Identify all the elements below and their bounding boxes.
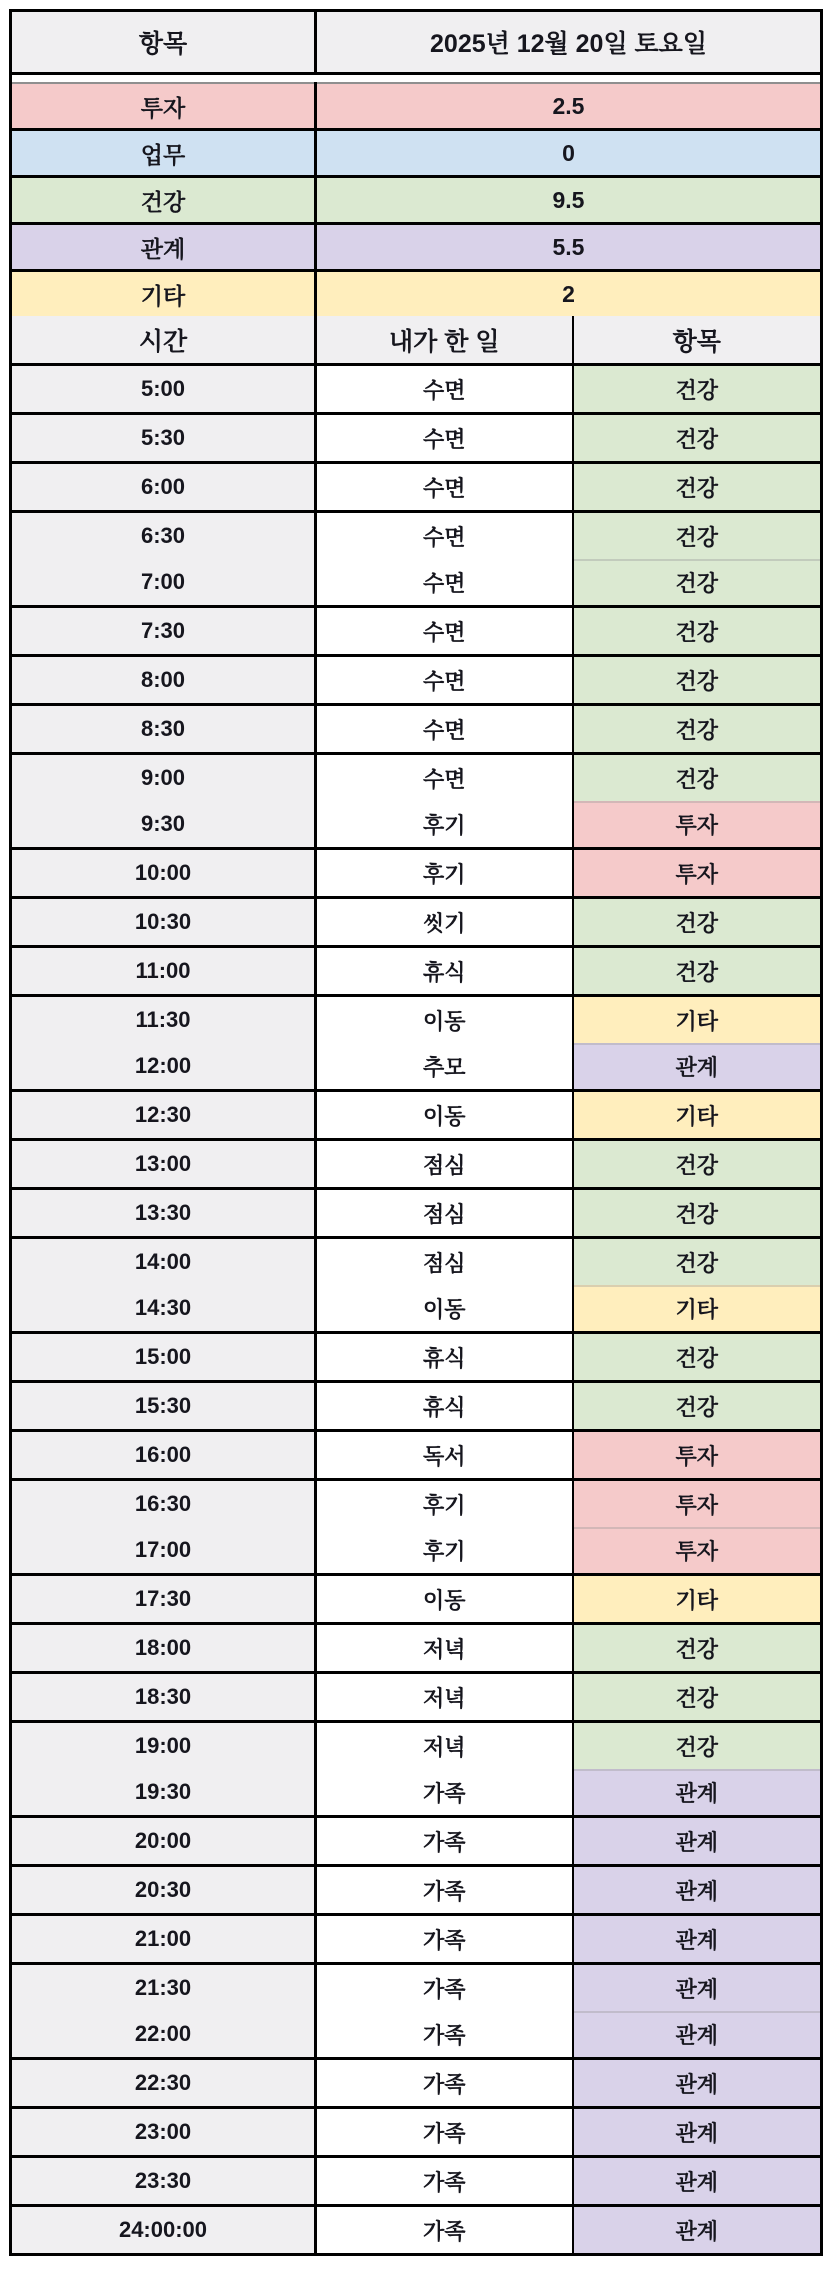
- category-column-header[interactable]: 항목: [573, 316, 822, 365]
- activity-cell[interactable]: 후기: [316, 801, 573, 849]
- time-cell[interactable]: 22:30: [11, 2059, 316, 2108]
- table-row: [11, 1140, 822, 1189]
- category-cell[interactable]: 건강: [573, 607, 822, 656]
- table-row: [11, 2157, 822, 2206]
- activity-cell[interactable]: 휴식: [316, 1333, 573, 1382]
- table-row: [11, 1673, 822, 1722]
- category-cell[interactable]: 건강: [573, 559, 822, 607]
- category-cell[interactable]: 기타: [573, 996, 822, 1044]
- time-cell[interactable]: 23:00: [11, 2108, 316, 2157]
- category-cell[interactable]: 관계: [573, 1915, 822, 1964]
- category-cell[interactable]: 건강: [573, 1673, 822, 1722]
- category-cell[interactable]: 관계: [573, 2206, 822, 2255]
- category-label-cell[interactable]: 투자: [11, 83, 316, 130]
- category-cell[interactable]: 관계: [573, 2011, 822, 2059]
- table-row: [11, 1382, 822, 1431]
- category-cell[interactable]: 건강: [573, 1189, 822, 1238]
- category-cell[interactable]: 기타: [573, 1285, 822, 1333]
- summary-row: [11, 271, 822, 317]
- activity-cell[interactable]: 가족: [316, 1817, 573, 1866]
- time-cell[interactable]: 21:00: [11, 1915, 316, 1964]
- time-cell[interactable]: 12:00: [11, 1043, 316, 1091]
- time-cell[interactable]: 18:00: [11, 1624, 316, 1673]
- category-label-cell[interactable]: 업무: [11, 130, 316, 177]
- category-cell[interactable]: 건강: [573, 1722, 822, 1770]
- category-label-cell[interactable]: 관계: [11, 224, 316, 271]
- table-row: [11, 1238, 822, 1286]
- time-cell[interactable]: 11:00: [11, 947, 316, 996]
- activity-cell[interactable]: 후기: [316, 849, 573, 898]
- activity-cell[interactable]: 휴식: [316, 1382, 573, 1431]
- daily-time-log-table: [9, 9, 823, 2256]
- table-row: [11, 1866, 822, 1915]
- category-cell[interactable]: 투자: [573, 1527, 822, 1575]
- category-cell[interactable]: 투자: [573, 849, 822, 898]
- activity-cell[interactable]: 가족: [316, 2011, 573, 2059]
- category-cell[interactable]: 관계: [573, 1769, 822, 1817]
- category-cell[interactable]: 건강: [573, 656, 822, 705]
- time-cell[interactable]: 22:00: [11, 2011, 316, 2059]
- table-row: [11, 656, 822, 705]
- category-cell[interactable]: 건강: [573, 463, 822, 512]
- table-row: [11, 11, 822, 74]
- activity-cell[interactable]: 수면: [316, 656, 573, 705]
- table-row: [11, 512, 822, 560]
- category-cell[interactable]: 관계: [573, 1866, 822, 1915]
- table-row: [11, 1333, 822, 1382]
- table-row: [11, 1915, 822, 1964]
- time-cell[interactable]: 23:30: [11, 2157, 316, 2206]
- activity-cell[interactable]: 수면: [316, 559, 573, 607]
- table-row: [11, 754, 822, 802]
- category-cell[interactable]: 건강: [573, 705, 822, 754]
- activity-cell[interactable]: 가족: [316, 1769, 573, 1817]
- activity-column-header[interactable]: 내가 한 일: [316, 316, 573, 365]
- activity-cell[interactable]: 이동: [316, 1091, 573, 1140]
- table-row: [11, 316, 822, 365]
- time-cell[interactable]: 12:30: [11, 1091, 316, 1140]
- activity-cell[interactable]: 수면: [316, 463, 573, 512]
- category-cell[interactable]: 기타: [573, 1091, 822, 1140]
- time-cell[interactable]: 5:30: [11, 414, 316, 463]
- time-cell[interactable]: 15:00: [11, 1333, 316, 1382]
- time-cell[interactable]: 15:30: [11, 1382, 316, 1431]
- activity-cell[interactable]: 휴식: [316, 947, 573, 996]
- category-hours-cell[interactable]: 5.5: [316, 224, 822, 271]
- table-row: [11, 996, 822, 1044]
- time-cell[interactable]: 20:30: [11, 1866, 316, 1915]
- category-cell[interactable]: 건강: [573, 1333, 822, 1382]
- frozen-pane-divider-line: [11, 74, 822, 84]
- activity-cell[interactable]: 가족: [316, 2206, 573, 2255]
- category-cell[interactable]: 투자: [573, 1431, 822, 1480]
- table-row: [11, 705, 822, 754]
- activity-cell[interactable]: 점심: [316, 1140, 573, 1189]
- category-cell[interactable]: 건강: [573, 1140, 822, 1189]
- category-cell[interactable]: 관계: [573, 1817, 822, 1866]
- time-cell[interactable]: 16:00: [11, 1431, 316, 1480]
- activity-cell[interactable]: 수면: [316, 754, 573, 802]
- table-row: [11, 607, 822, 656]
- activity-cell[interactable]: 수면: [316, 512, 573, 560]
- category-cell[interactable]: 건강: [573, 512, 822, 560]
- category-cell[interactable]: 건강: [573, 754, 822, 802]
- time-cell[interactable]: 17:30: [11, 1575, 316, 1624]
- table-row: [11, 559, 822, 607]
- category-cell[interactable]: 관계: [573, 1964, 822, 2012]
- category-cell[interactable]: 관계: [573, 2108, 822, 2157]
- time-rows: [11, 365, 822, 2255]
- time-cell[interactable]: 10:30: [11, 898, 316, 947]
- activity-cell[interactable]: 저녁: [316, 1673, 573, 1722]
- category-cell[interactable]: 건강: [573, 414, 822, 463]
- table-row: [11, 2059, 822, 2108]
- activity-cell[interactable]: 독서: [316, 1431, 573, 1480]
- time-cell[interactable]: 21:30: [11, 1964, 316, 2012]
- time-cell[interactable]: 19:30: [11, 1769, 316, 1817]
- activity-cell[interactable]: 저녁: [316, 1624, 573, 1673]
- time-cell[interactable]: 9:30: [11, 801, 316, 849]
- table-row: [11, 1091, 822, 1140]
- activity-cell[interactable]: 점심: [316, 1238, 573, 1286]
- category-cell[interactable]: 투자: [573, 801, 822, 849]
- summary-row: [11, 83, 822, 130]
- table-row: [11, 2206, 822, 2255]
- activity-cell[interactable]: 씻기: [316, 898, 573, 947]
- time-cell[interactable]: 6:30: [11, 512, 316, 560]
- category-cell[interactable]: 관계: [573, 2059, 822, 2108]
- category-cell[interactable]: 건강: [573, 1238, 822, 1286]
- table-row: [11, 1431, 822, 1480]
- category-label-cell[interactable]: 기타: [11, 271, 316, 317]
- table-row: [11, 1624, 822, 1673]
- activity-cell[interactable]: 추모: [316, 1043, 573, 1091]
- summary-header: [11, 11, 822, 84]
- category-cell[interactable]: 건강: [573, 1382, 822, 1431]
- table-row: [11, 1527, 822, 1575]
- category-cell[interactable]: 기타: [573, 1575, 822, 1624]
- summary-row: [11, 224, 822, 271]
- time-cell[interactable]: 16:30: [11, 1480, 316, 1528]
- table-row: [11, 849, 822, 898]
- activity-cell[interactable]: 후기: [316, 1527, 573, 1575]
- table-row: [11, 1817, 822, 1866]
- time-cell[interactable]: 7:30: [11, 607, 316, 656]
- activity-cell[interactable]: 후기: [316, 1480, 573, 1528]
- timesheet-header: [11, 316, 822, 365]
- summary-row: [11, 177, 822, 224]
- category-cell[interactable]: 건강: [573, 947, 822, 996]
- activity-cell[interactable]: 가족: [316, 2157, 573, 2206]
- time-cell[interactable]: 9:00: [11, 754, 316, 802]
- time-cell[interactable]: 13:30: [11, 1189, 316, 1238]
- activity-cell[interactable]: 이동: [316, 1575, 573, 1624]
- table-row: [11, 1043, 822, 1091]
- activity-cell[interactable]: 가족: [316, 1964, 573, 2012]
- time-cell[interactable]: 13:00: [11, 1140, 316, 1189]
- table-row: [11, 1964, 822, 2012]
- date-header[interactable]: 2025년 12월 20일 토요일: [316, 11, 822, 74]
- time-column-header[interactable]: 시간: [11, 316, 316, 365]
- category-cell[interactable]: 건강: [573, 1624, 822, 1673]
- time-cell[interactable]: 20:00: [11, 1817, 316, 1866]
- activity-cell[interactable]: 수면: [316, 414, 573, 463]
- time-cell[interactable]: 8:30: [11, 705, 316, 754]
- activity-cell[interactable]: 가족: [316, 2059, 573, 2108]
- category-hours-cell[interactable]: 2: [316, 271, 822, 317]
- category-cell[interactable]: 투자: [573, 1480, 822, 1528]
- category-cell[interactable]: 건강: [573, 898, 822, 947]
- category-cell[interactable]: 관계: [573, 2157, 822, 2206]
- table-row: [11, 947, 822, 996]
- category-cell[interactable]: 관계: [573, 1043, 822, 1091]
- table-row: [11, 414, 822, 463]
- category-cell[interactable]: 건강: [573, 365, 822, 414]
- time-cell[interactable]: 19:00: [11, 1722, 316, 1770]
- summary-row: [11, 130, 822, 177]
- time-cell[interactable]: 8:00: [11, 656, 316, 705]
- activity-cell[interactable]: 저녁: [316, 1722, 573, 1770]
- time-cell[interactable]: 5:00: [11, 365, 316, 414]
- time-cell[interactable]: 17:00: [11, 1527, 316, 1575]
- table-row: [11, 1189, 822, 1238]
- time-cell[interactable]: 10:00: [11, 849, 316, 898]
- frozen-pane-divider: [11, 74, 822, 84]
- category-hours-cell[interactable]: 2.5: [316, 83, 822, 130]
- table-row: [11, 2108, 822, 2157]
- table-row: [11, 1575, 822, 1624]
- category-label-cell[interactable]: 건강: [11, 177, 316, 224]
- summary-rows: [11, 83, 822, 316]
- time-cell[interactable]: 6:00: [11, 463, 316, 512]
- activity-cell[interactable]: 수면: [316, 607, 573, 656]
- activity-cell[interactable]: 가족: [316, 2108, 573, 2157]
- activity-cell[interactable]: 수면: [316, 365, 573, 414]
- activity-cell[interactable]: 이동: [316, 1285, 573, 1333]
- activity-cell[interactable]: 이동: [316, 996, 573, 1044]
- time-cell[interactable]: 24:00:00: [11, 2206, 316, 2255]
- time-cell[interactable]: 7:00: [11, 559, 316, 607]
- table-row: [11, 463, 822, 512]
- table-row: [11, 1769, 822, 1817]
- table-row: [11, 365, 822, 414]
- table-row: [11, 1480, 822, 1528]
- time-cell[interactable]: 14:30: [11, 1285, 316, 1333]
- activity-cell[interactable]: 점심: [316, 1189, 573, 1238]
- time-cell[interactable]: 14:00: [11, 1238, 316, 1286]
- activity-cell[interactable]: 가족: [316, 1915, 573, 1964]
- summary-corner-header[interactable]: 항목: [11, 11, 316, 74]
- category-hours-cell[interactable]: 9.5: [316, 177, 822, 224]
- activity-cell[interactable]: 가족: [316, 1866, 573, 1915]
- table-row: [11, 898, 822, 947]
- category-hours-cell[interactable]: 0: [316, 130, 822, 177]
- table-row: [11, 801, 822, 849]
- activity-cell[interactable]: 수면: [316, 705, 573, 754]
- table-row: [11, 2011, 822, 2059]
- time-cell[interactable]: 11:30: [11, 996, 316, 1044]
- table-row: [11, 1285, 822, 1333]
- time-cell[interactable]: 18:30: [11, 1673, 316, 1722]
- table-row: [11, 1722, 822, 1770]
